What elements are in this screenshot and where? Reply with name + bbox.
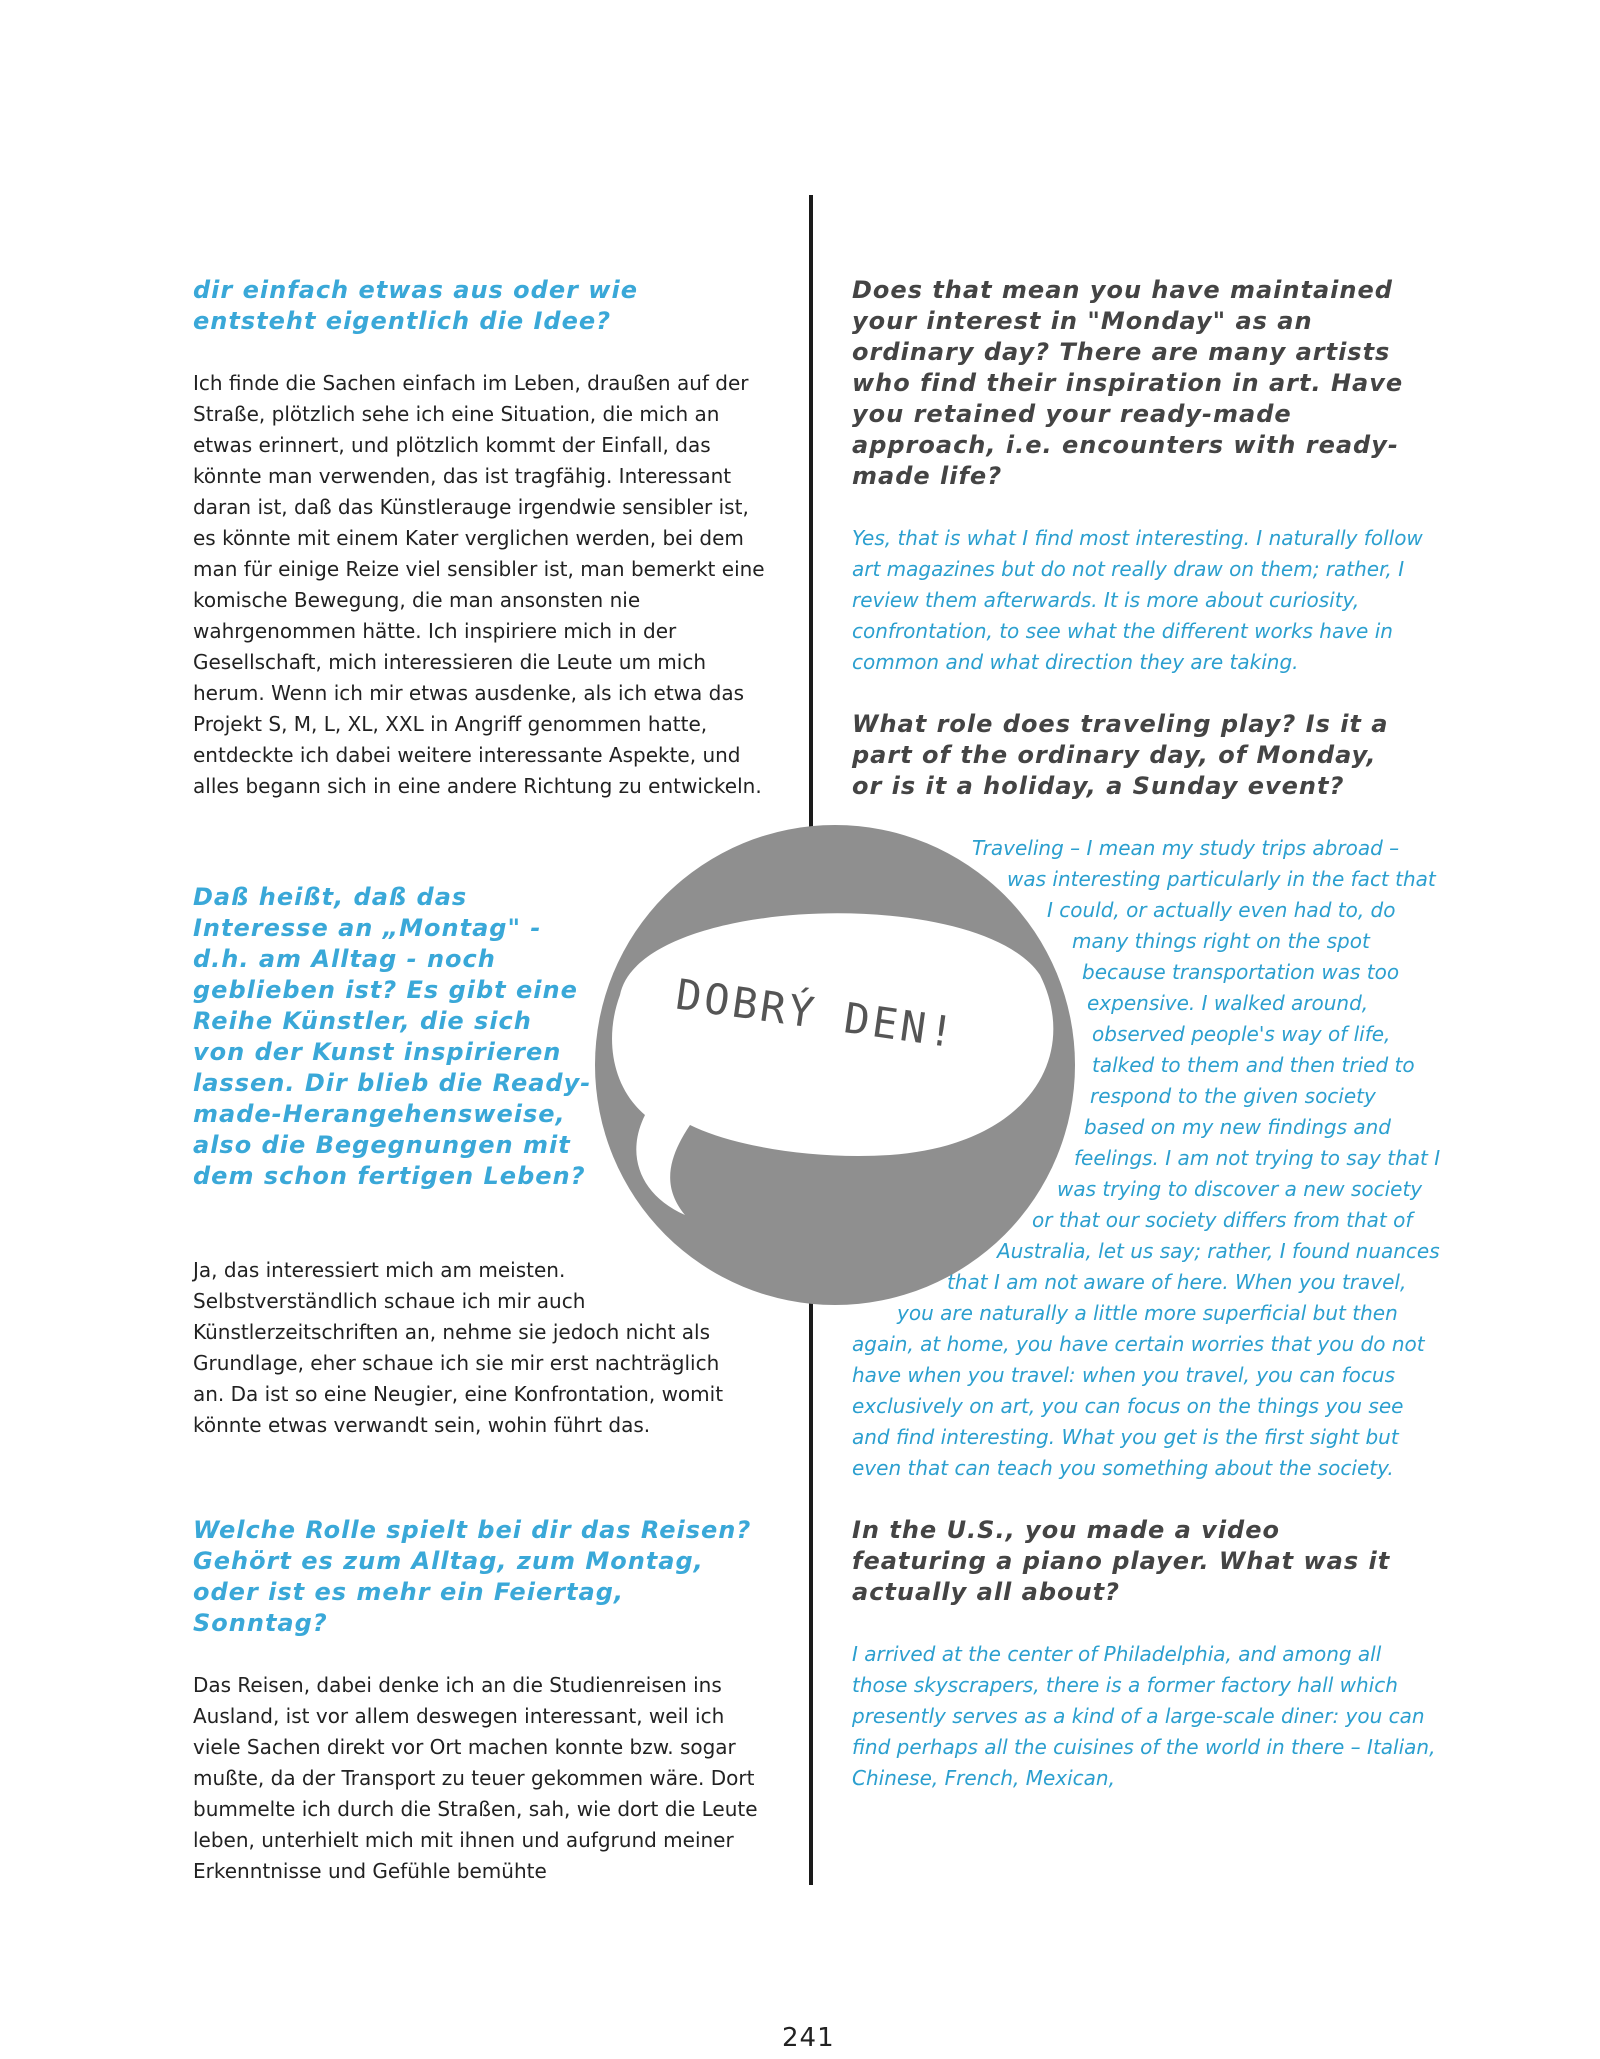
answer-en-1: Yes, that is what I find most interesting. I naturally follow art magazines but do not really draw on them; rather, I review them afterwards. It is more about curiosity, confrontation, to see what the different works have in common and what direction they are taking. <box>852 526 1423 674</box>
answer-de-1: Ich finde die Sachen einfach im Leben, draußen auf der Straße, plötzlich sehe ich eine Situation, die mich an etwas erinnert, und plötzlich kommt der Einfall, das könnte man verwenden, das ist tragfähig. Interessant daran ist, daß das Künstlerauge irgendwie sensibler ist, es könnte mit einem Kater verglichen werden, bei dem man für einige Reize viel sensibler ist, man bemerkt eine komische Bewegung, die man ansonsten nie wahrgenommen hätte. Ich inspiriere mich in der Gesellschaft, mich interessieren die Leute um mich herum. Wenn ich mir etwas ausdenke, als ich etwa das Projekt S, M, L, XL, XXL in Angriff genommen hatte, entdeckte ich dabei weitere interessante Aspekte, und alles begann sich in eine andere Richtung zu entwickeln. <box>193 371 765 798</box>
right-column <box>852 275 1441 1794</box>
left-column <box>193 275 768 802</box>
answer-en-3: I arrived at the center of Philadelphia, and among all those skyscrapers, there is a former factory hall which presently serves as a kind of a large-scale diner: you can find perhaps all the cuisines of the world in there – Italian, Chinese, French, Mexican, <box>852 1642 1436 1790</box>
question-en-3: In the U.S., you made a video featuring a piano player. What was it actually all about? <box>852 1516 1391 1606</box>
answer-de-3: Das Reisen, dabei denke ich an die Studienreisen ins Ausland, ist vor allem deswegen interessant, weil ich viele Sachen direkt vor Ort machen konnte bzw. sogar mußte, da der Transport zu teuer gekommen wäre. Dort bummelte ich durch die Straßen, sah, wie dort die Leute leben, unterhielt mich mit ihnen und aufgrund meiner Erkenntnisse und Gefühle bemühte <box>193 1673 758 1883</box>
answer-en-2-wrap <box>852 833 1441 1484</box>
left-column-q2-block <box>193 882 613 1192</box>
answer-de-2: Ja, das interessiert mich am meisten. Selbstverständlich schaue ich mir auch Künstlerzeitschriften an, nehme sie jedoch nicht als Grundlage, eher schaue ich sie mir erst nachträglich an. Da ist so eine Neugier, eine Konfrontation, womit könnte etwas verwandt sein, wohin führt das. <box>193 1258 724 1437</box>
page-number: 241 <box>782 2023 835 2053</box>
question-en-1: Does that mean you have maintained your interest in "Monday" as an ordinary day? There are many artists who find their inspiration in art. Have you retained your ready-made approach, i.e. encounters with ready-made life? <box>852 276 1404 490</box>
bubble-greeting: DOBRÝ DEN! <box>673 969 960 1058</box>
question-en-2: What role does traveling play? Is it a part of the ordinary day, of Monday, or is it a holiday, a Sunday event? <box>852 710 1389 800</box>
left-column-q3-block <box>193 1515 768 1887</box>
question-de-3: Welche Rolle spielt bei dir das Reisen? Gehört es zum Alltag, zum Montag, oder ist es mehr ein Feiertag, Sonntag? <box>193 1516 752 1637</box>
question-de-1: dir einfach etwas aus oder wie entsteht eigentlich die Idee? <box>193 276 638 335</box>
question-de-2: Daß heißt, daß das Interesse an „Montag" - d.h. am Alltag - noch geblieben ist? Es gibt eine Reihe Künstler, die sich von der Kunst inspirieren lassen. Dir blieb die Ready-made-Herangehensweise, also die Begegnungen mit dem schon fertigen Leben? <box>193 883 592 1190</box>
answer-en-2: Traveling – I mean my study trips abroad – was interesting particularly in the fact that I could, or actually even had to, do many things right on the spot because transportation was too expensive. I walked around, observed people's way of life, talked to them and then tried to respond to the given society based on my new findings and feelings. I am not trying to say that I was trying to discover a new society or that our society differs from that of Australia, let us say; rather, I found nuances that I am not aware of here. When you travel, you are naturally a little more superficial but then again, at home, you have certain worries that you do not have when you travel: when you travel, you can focus exclusively on art, you can focus on the things you see and find interesting. What you get is the first sight but even that can teach you something about the society. <box>852 836 1441 1480</box>
